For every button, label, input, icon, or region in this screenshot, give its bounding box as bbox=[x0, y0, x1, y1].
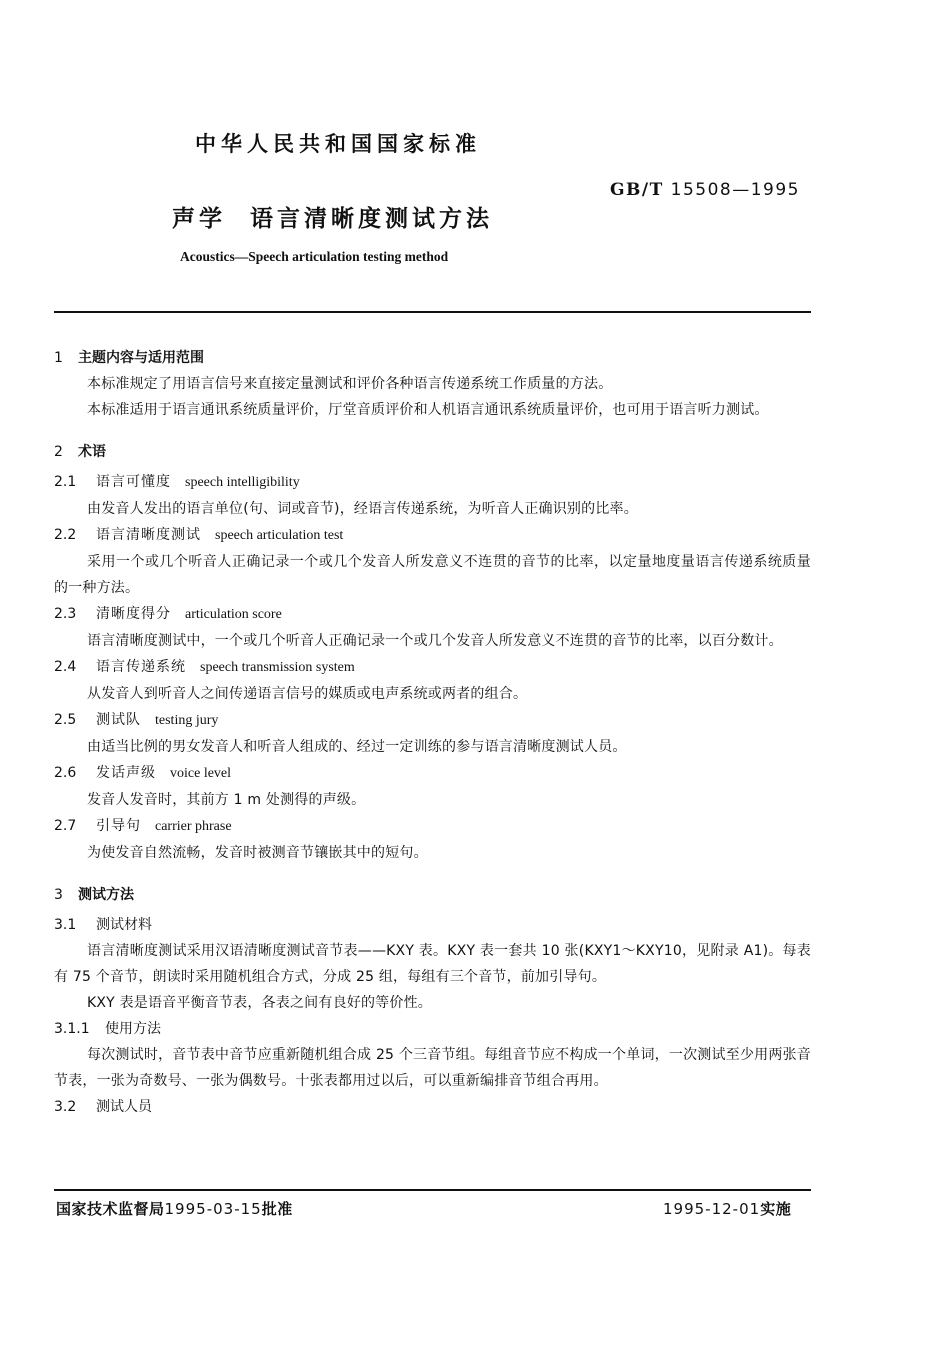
section-title: 测试方法 bbox=[78, 887, 134, 903]
term-definition: 由适当比例的男女发音人和听音人组成的、经过一定训练的参与语言清晰度测试人员。 bbox=[87, 739, 627, 755]
section-number: 3 bbox=[54, 887, 63, 903]
term-definition: 为使发音自然流畅，发音时被测音节镶嵌其中的短句。 bbox=[87, 845, 428, 861]
paragraph: 本标准适用于语言通讯系统质量评价，厅堂音质评价和人机语言通讯系统质量评价，也可用于语言听力测试。 bbox=[87, 402, 769, 418]
term-entry bbox=[54, 601, 811, 628]
paragraph: 本标准规定了用语言信号来直接定量测试和评价各种语言传递系统工作质量的方法。 bbox=[87, 376, 613, 392]
term-number: 2.3 bbox=[54, 606, 77, 622]
term-entry bbox=[54, 522, 811, 549]
section-number: 2 bbox=[54, 444, 63, 460]
term-chinese: 发话声级 bbox=[96, 765, 156, 781]
implementation-date: 1995-12-01 bbox=[663, 1200, 761, 1218]
term-number: 2.5 bbox=[54, 712, 77, 728]
title-part-acoustics: 声学 bbox=[172, 206, 226, 232]
subsection-heading-3-1-1 bbox=[54, 1016, 811, 1042]
national-standard-heading: 中华人民共和国国家标准 bbox=[195, 132, 481, 156]
subsection-number: 3.1 bbox=[54, 917, 77, 933]
paragraph: KXY 表是语音平衡音节表，各表之间有良好的等价性。 bbox=[87, 995, 432, 1011]
term-english: testing jury bbox=[155, 713, 219, 728]
term-number: 2.6 bbox=[54, 765, 77, 781]
document-title bbox=[172, 200, 493, 233]
term-number: 2.1 bbox=[54, 474, 77, 490]
term-english: articulation score bbox=[185, 607, 282, 622]
standard-code-prefix: GB/T bbox=[610, 180, 664, 200]
term-definition: 从发音人到听音人之间传递语言信号的媒质或电声系统或两者的组合。 bbox=[87, 686, 528, 702]
term-english: voice level bbox=[170, 766, 232, 781]
subsection-title: 测试人员 bbox=[96, 1099, 152, 1115]
term-chinese: 清晰度得分 bbox=[96, 606, 171, 622]
standard-code bbox=[610, 180, 800, 200]
implementation-suffix: 实施 bbox=[760, 1200, 792, 1218]
footer-divider bbox=[54, 1189, 811, 1191]
term-definition: 采用一个或几个听音人正确记录一个或几个发音人所发意义不连贯的音节的比率，以定量地度量语言传递系统质量的一种方法。 bbox=[54, 554, 811, 596]
term-entry bbox=[54, 654, 811, 681]
title-part-method: 语言清晰度测试方法 bbox=[250, 206, 493, 232]
term-english: speech articulation test bbox=[215, 528, 344, 543]
term-english: speech intelligibility bbox=[185, 475, 300, 490]
implementation-line bbox=[663, 1198, 791, 1219]
english-title: Acoustics—Speech articulation testing method bbox=[180, 249, 449, 264]
subsection-heading-3-1 bbox=[54, 912, 811, 938]
header-divider bbox=[54, 311, 811, 313]
paragraph: 每次测试时，音节表中音节应重新随机组合成 25 个三音节组。每组音节应不构成一个单词，一次测试至少用两张音节表，一张为奇数号、一张为偶数号。十张表都用过以后，可以重新编排音节组合再用。 bbox=[54, 1047, 811, 1089]
term-chinese: 语言传递系统 bbox=[96, 659, 186, 675]
section-number: 1 bbox=[54, 350, 63, 366]
term-definition: 发音人发音时，其前方 1 m 处测得的声级。 bbox=[87, 792, 366, 808]
term-definition: 由发音人发出的语言单位(句、词或音节)，经语言传递系统，为听音人正确识别的比率。 bbox=[87, 501, 638, 517]
term-english: carrier phrase bbox=[155, 819, 232, 834]
term-english: speech transmission system bbox=[200, 660, 355, 675]
section-heading-1 bbox=[54, 345, 811, 371]
section-title: 术语 bbox=[78, 444, 106, 460]
term-number: 2.2 bbox=[54, 527, 77, 543]
term-chinese: 语言清晰度测试 bbox=[96, 527, 201, 543]
term-entry bbox=[54, 813, 811, 840]
section-heading-3 bbox=[54, 882, 811, 908]
subsection-number: 3.2 bbox=[54, 1099, 77, 1115]
term-number: 2.7 bbox=[54, 818, 77, 834]
term-entry bbox=[54, 469, 811, 496]
subsection-number: 3.1.1 bbox=[54, 1021, 90, 1037]
section-heading-2 bbox=[54, 439, 811, 465]
approval-suffix: 批准 bbox=[261, 1200, 293, 1218]
term-chinese: 引导句 bbox=[96, 818, 141, 834]
paragraph: 语言清晰度测试采用汉语清晰度测试音节表——KXY 表。KXY 表一套共 10 张(KXY1～KXY10，见附录 A1)。每表有 75 个音节，朗读时采用随机组合方式，分成 25 组，每组有三个音节，前加引导句。 bbox=[54, 943, 811, 985]
term-definition: 语言清晰度测试中，一个或几个听音人正确记录一个或几个发音人所发意义不连贯的音节的比率，以百分数计。 bbox=[87, 633, 783, 649]
term-chinese: 语言可懂度 bbox=[96, 474, 171, 490]
document-body bbox=[54, 345, 811, 1120]
term-number: 2.4 bbox=[54, 659, 77, 675]
term-entry bbox=[54, 707, 811, 734]
approval-org: 国家技术监督局 bbox=[56, 1200, 165, 1218]
subsection-heading-3-2 bbox=[54, 1094, 811, 1120]
approval-date: 1995-03-15 bbox=[164, 1200, 262, 1218]
subsection-title: 使用方法 bbox=[105, 1021, 161, 1037]
term-chinese: 测试队 bbox=[96, 712, 141, 728]
approval-line bbox=[56, 1198, 293, 1219]
section-title: 主题内容与适用范围 bbox=[78, 350, 204, 366]
term-entry bbox=[54, 760, 811, 787]
subsection-title: 测试材料 bbox=[96, 917, 152, 933]
standard-code-number: 15508—1995 bbox=[663, 180, 800, 200]
